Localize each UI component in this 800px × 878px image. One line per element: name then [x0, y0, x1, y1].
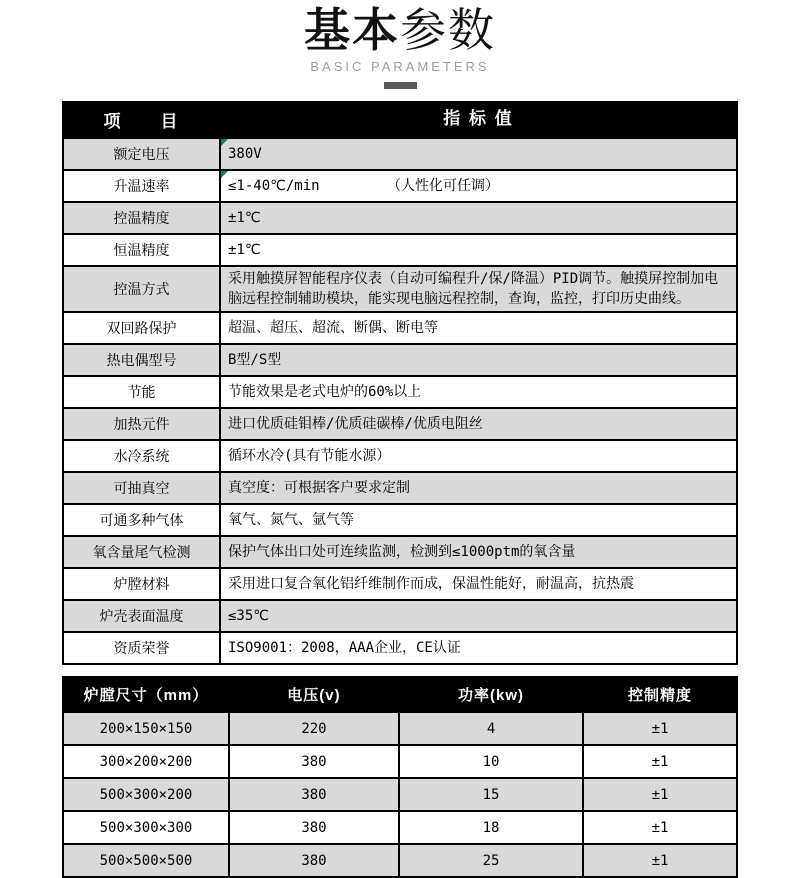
header-chamber-size: 炉膛尺寸（mm） — [64, 678, 230, 711]
table-row — [64, 169, 736, 201]
param-name: 控温方式 — [64, 267, 221, 312]
param-value — [221, 171, 736, 201]
power-value: 10 — [400, 746, 584, 777]
power-value: 15 — [400, 779, 584, 810]
voltage-value: 380 — [230, 812, 400, 843]
header-power: 功率(kw) — [400, 678, 584, 711]
accuracy-value: ±1 — [651, 819, 669, 836]
power-value: 25 — [400, 845, 584, 876]
power-value: 18 — [400, 812, 584, 843]
table-row — [64, 631, 736, 663]
param-name: 双回路保护 — [64, 313, 221, 343]
page-title-light: 参数 — [400, 4, 496, 56]
chamber-size-value: 300×200×200 — [64, 746, 230, 777]
param-value-text: ≤35℃ — [228, 608, 270, 625]
param-value — [221, 473, 736, 503]
table-row — [64, 201, 736, 233]
header-value: 指 标 值 — [443, 109, 514, 129]
table-row — [64, 777, 736, 810]
power-value: 4 — [400, 713, 584, 744]
table-row — [64, 439, 736, 471]
size-power-table — [62, 676, 738, 878]
header-control-accuracy: 控制精度 — [628, 687, 693, 705]
table-row — [64, 265, 736, 312]
param-value-text: 采用触摸屏智能程序仪表（自动可编程升/保/降温）PID调节。触摸屏控制加电脑远程控制辅助模块，能实现电脑远程控制，查询，监控，打印历史曲线。 — [228, 270, 719, 307]
accuracy-value: ±1 — [651, 753, 669, 770]
param-name: 资质荣誉 — [64, 633, 221, 663]
param-value — [221, 313, 736, 343]
page-title — [0, 6, 800, 56]
param-value-text: 超温、超压、超流、断偶、断电等 — [228, 320, 438, 337]
accuracy-value: ±1 — [651, 786, 669, 803]
param-name: 可通多种气体 — [64, 505, 221, 535]
excel-marker-icon — [221, 171, 228, 178]
table-row — [64, 599, 736, 631]
param-value-text: ±1℃ — [228, 209, 261, 226]
param-value-text: ISO9001：2008，AAA企业，CE认证 — [228, 640, 461, 657]
param-name: 热电偶型号 — [64, 345, 221, 375]
page-subtitle: BASIC PARAMETERS — [310, 58, 490, 74]
chamber-size-value: 200×150×150 — [64, 713, 230, 744]
param-value — [221, 139, 736, 169]
chamber-size-value: 500×300×300 — [64, 812, 230, 843]
param-value-text: 采用进口复合氧化铝纤维制作而成，保温性能好，耐温高，抗热震 — [228, 576, 634, 593]
table-row — [64, 503, 736, 535]
param-name: 控温精度 — [64, 203, 221, 233]
table-row — [64, 233, 736, 265]
size-table-header — [64, 678, 736, 711]
param-name: 氧含量尾气检测 — [64, 537, 221, 567]
excel-marker-icon — [221, 139, 228, 146]
title-underline-bar — [384, 82, 417, 89]
header-item: 项 目 — [64, 103, 221, 137]
table-row — [64, 843, 736, 876]
voltage-value: 380 — [230, 845, 400, 876]
parameters-table — [62, 101, 738, 666]
table-row — [64, 535, 736, 567]
param-value-text: 氧气、氮气、氩气等 — [228, 512, 354, 529]
param-name: 加热元件 — [64, 409, 221, 439]
voltage-value: 380 — [230, 746, 400, 777]
voltage-value: 380 — [230, 779, 400, 810]
voltage-value: 220 — [230, 713, 400, 744]
table-row — [64, 343, 736, 375]
param-value-text: 进口优质硅钼棒/优质硅碳棒/优质电阻丝 — [228, 416, 483, 433]
table-row — [64, 744, 736, 777]
param-value — [221, 505, 736, 535]
parameters-table-header — [64, 103, 736, 137]
param-name: 可抽真空 — [64, 473, 221, 503]
param-value-text: 节能效果是老式电炉的60%以上 — [228, 384, 422, 401]
accuracy-value: ±1 — [651, 720, 669, 737]
page-title-bold: 基本 — [304, 4, 400, 56]
param-value-text: 真空度：可根据客户要求定制 — [228, 480, 410, 497]
header-voltage: 电压(v) — [230, 678, 400, 711]
accuracy-value: ±1 — [651, 852, 669, 869]
param-value — [221, 235, 736, 265]
param-value-text: 380V — [228, 145, 262, 162]
param-name: 恒温精度 — [64, 235, 221, 265]
param-name: 炉壳表面温度 — [64, 601, 221, 631]
chamber-size-value: 500×300×200 — [64, 779, 230, 810]
param-value — [221, 537, 736, 567]
param-value — [221, 267, 736, 312]
param-name: 炉膛材料 — [64, 569, 221, 599]
table-row — [64, 711, 736, 744]
table-row — [64, 567, 736, 599]
param-value — [221, 203, 736, 233]
param-value-text: 保护气体出口处可连续监测，检测到≤1000ptm的氧含量 — [228, 544, 576, 561]
param-name: 额定电压 — [64, 139, 221, 169]
param-value — [221, 601, 736, 631]
param-value-text: 循环水冷(具有节能水源） — [228, 448, 391, 465]
param-value-text: ±1℃ — [228, 241, 261, 258]
table-row — [64, 375, 736, 407]
chamber-size-value: 500×500×500 — [64, 845, 230, 876]
param-name: 升温速率 — [64, 171, 221, 201]
param-value — [221, 377, 736, 407]
param-name: 节能 — [64, 377, 221, 407]
table-row — [64, 137, 736, 169]
param-name: 水冷系统 — [64, 441, 221, 471]
param-value — [221, 409, 736, 439]
table-row — [64, 311, 736, 343]
param-value — [221, 569, 736, 599]
table-row — [64, 471, 736, 503]
param-value — [221, 345, 736, 375]
title-block — [0, 0, 800, 89]
param-value — [221, 441, 736, 471]
table-row — [64, 407, 736, 439]
table-row — [64, 810, 736, 843]
param-value-text: B型/S型 — [228, 352, 282, 369]
param-value — [221, 633, 736, 663]
param-value-text: ≤1-40℃/min （人性化可任调） — [228, 177, 500, 194]
